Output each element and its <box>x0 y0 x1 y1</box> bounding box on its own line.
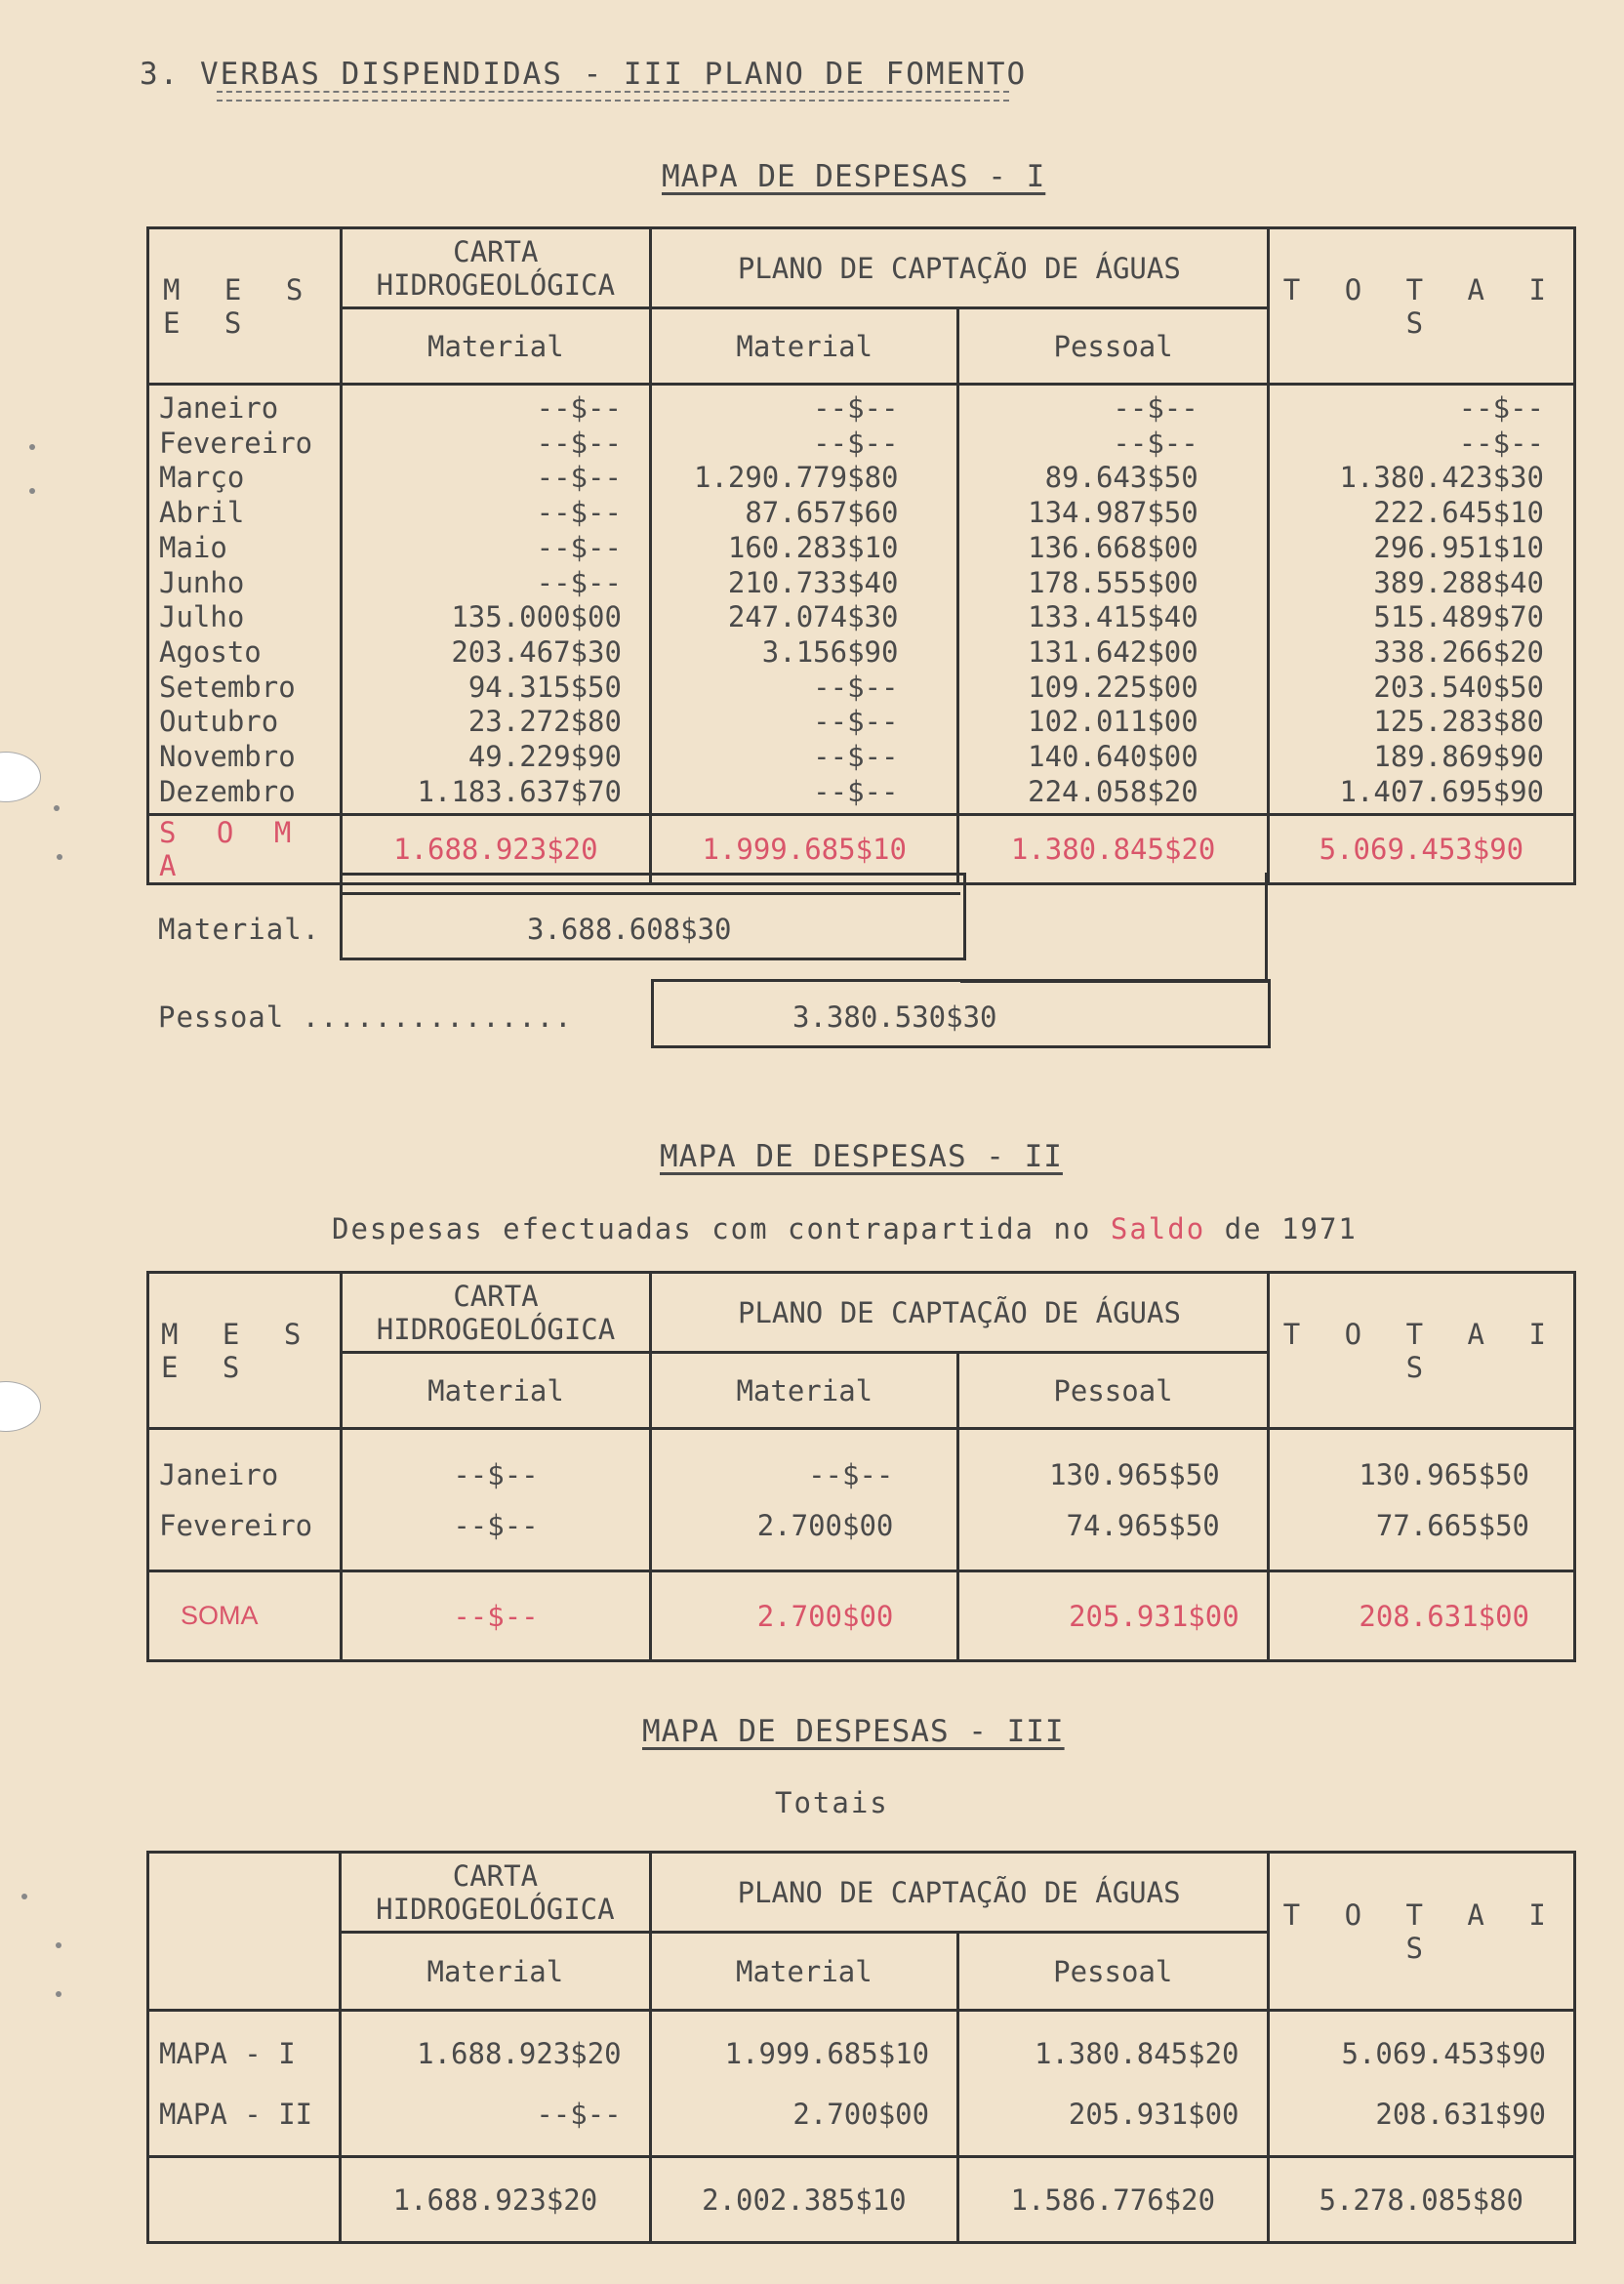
plano-material-column: 1.999.685$10 2.700$00 <box>650 2011 957 2157</box>
material-header: Material <box>341 308 650 385</box>
map2-table <box>146 1271 1576 1662</box>
soma-pessoal: 1.380.845$20 <box>958 815 1268 884</box>
paper-speck <box>57 854 62 860</box>
totais-column: 130.965$50 77.665$50 <box>1268 1429 1574 1571</box>
totais-header: T O T A I S <box>1268 1273 1574 1429</box>
map3-title: MAPA DE DESPESAS - III <box>642 1714 1065 1749</box>
meses-header: M E S E S <box>148 228 342 385</box>
map3-table <box>146 1851 1576 2244</box>
carta-header: CARTA HIDROGEOLÓGICA <box>341 1853 650 1933</box>
paper-speck <box>29 488 35 494</box>
paper-speck <box>56 1991 61 1997</box>
material-summary-label: Material. <box>158 913 321 946</box>
plano-header: PLANO DE CAPTAÇÃO DE ÁGUAS <box>650 1853 1268 1933</box>
paper-speck <box>21 1894 27 1899</box>
section-title: 3. VERBAS DISPENDIDAS - III PLANO DE FOMENTO <box>140 57 1028 92</box>
meses-header: M E S E S <box>148 1273 342 1429</box>
total-totais: 5.278.085$80 <box>1268 2157 1575 2243</box>
material-summary-value: 3.688.608$30 <box>527 913 732 946</box>
blank-header <box>148 1853 341 2011</box>
map2-subtitle: Despesas efectuadas com contrapartida no Saldo de 1971 <box>332 1212 1358 1245</box>
material-header: Material <box>650 1933 957 2011</box>
soma-carta: 1.688.923$20 <box>341 815 650 884</box>
paper-speck <box>54 805 60 811</box>
totais-column: --$-- --$-- 1.380.423$30 222.645$10 296.951$10 389.288$40 515.489$70 338.266$20 203.540$50 125.283$80 189.869$90 1.407.695$90 <box>1268 385 1574 815</box>
pessoal-header: Pessoal <box>958 1933 1268 2011</box>
soma-material: 2.700$00 <box>651 1571 958 1661</box>
map-row-labels: MAPA - I MAPA - II <box>148 2011 341 2157</box>
material-header: Material <box>341 1353 650 1429</box>
carta-column: --$-- --$-- --$-- --$-- --$-- --$-- 135.000$00 203.467$30 94.315$50 23.272$80 49.229$90 1.183.637$70 <box>341 385 650 815</box>
double-underline <box>217 91 1009 102</box>
punch-hole <box>0 752 41 802</box>
soma-carta: --$-- <box>341 1571 650 1661</box>
plano-pessoal-column: --$-- --$-- 89.643$50 134.987$50 136.668$00 178.555$00 133.415$40 131.642$00 109.225$00 102.011$00 140.640$00 224.058$20 <box>958 385 1268 815</box>
soma-totais: 5.069.453$90 <box>1268 815 1574 884</box>
carta-header: CARTA HIDROGEOLÓGICA <box>341 1273 650 1353</box>
month-column: Janeiro Fevereiro Março Abril Maio Junho Julho Agosto Setembro Outubro Novembro Dezembro <box>148 385 342 815</box>
totais-header: T O T A I S <box>1268 1853 1575 2011</box>
totais-column: 5.069.453$90 208.631$90 <box>1268 2011 1575 2157</box>
map2-title: MAPA DE DESPESAS - II <box>660 1139 1063 1174</box>
totais-header: T O T A I S <box>1268 228 1574 385</box>
pessoal-summary-value: 3.380.530$30 <box>792 1000 997 1034</box>
soma-material: 1.999.685$10 <box>650 815 958 884</box>
soma-pessoal: 205.931$00 <box>958 1571 1268 1661</box>
soma-label: SOMA <box>148 1571 342 1661</box>
paper-speck <box>29 444 35 450</box>
soma-label: S O M A <box>148 815 342 884</box>
pessoal-header: Pessoal <box>958 308 1268 385</box>
total-carta: 1.688.923$20 <box>341 2157 650 2243</box>
pessoal-box-connector <box>960 873 1268 983</box>
plano-pessoal-column: 130.965$50 74.965$50 <box>958 1429 1268 1571</box>
carta-column: --$-- --$-- <box>341 1429 650 1571</box>
pessoal-header: Pessoal <box>958 1353 1268 1429</box>
plano-material-column: --$-- --$-- 1.290.779$80 87.657$60 160.283$10 210.733$40 247.074$30 3.156$90 --$-- --$-- --$-- --$-- <box>650 385 958 815</box>
plano-pessoal-column: 1.380.845$20 205.931$00 <box>958 2011 1268 2157</box>
material-header: Material <box>341 1933 650 2011</box>
map1-title: MAPA DE DESPESAS - I <box>662 159 1046 194</box>
carta-header: CARTA HIDROGEOLÓGICA <box>341 228 650 308</box>
plano-header: PLANO DE CAPTAÇÃO DE ÁGUAS <box>651 1273 1268 1353</box>
carta-column: 1.688.923$20 --$-- <box>341 2011 650 2157</box>
plano-material-column: --$-- 2.700$00 <box>651 1429 958 1571</box>
material-box-top-line <box>340 873 960 895</box>
paper-speck <box>56 1942 61 1948</box>
plano-header: PLANO DE CAPTAÇÃO DE ÁGUAS <box>650 228 1268 308</box>
material-header: Material <box>650 308 958 385</box>
total-material: 2.002.385$10 <box>650 2157 957 2243</box>
material-header: Material <box>651 1353 958 1429</box>
map1-table <box>146 226 1576 885</box>
soma-totais: 208.631$00 <box>1268 1571 1574 1661</box>
month-column: Janeiro Fevereiro <box>148 1429 342 1571</box>
total-label-blank <box>148 2157 341 2243</box>
pessoal-summary-label: Pessoal ............... <box>158 1000 573 1034</box>
total-pessoal: 1.586.776$20 <box>958 2157 1268 2243</box>
map3-subtitle: Totais <box>775 1786 889 1819</box>
punch-hole <box>0 1381 41 1432</box>
